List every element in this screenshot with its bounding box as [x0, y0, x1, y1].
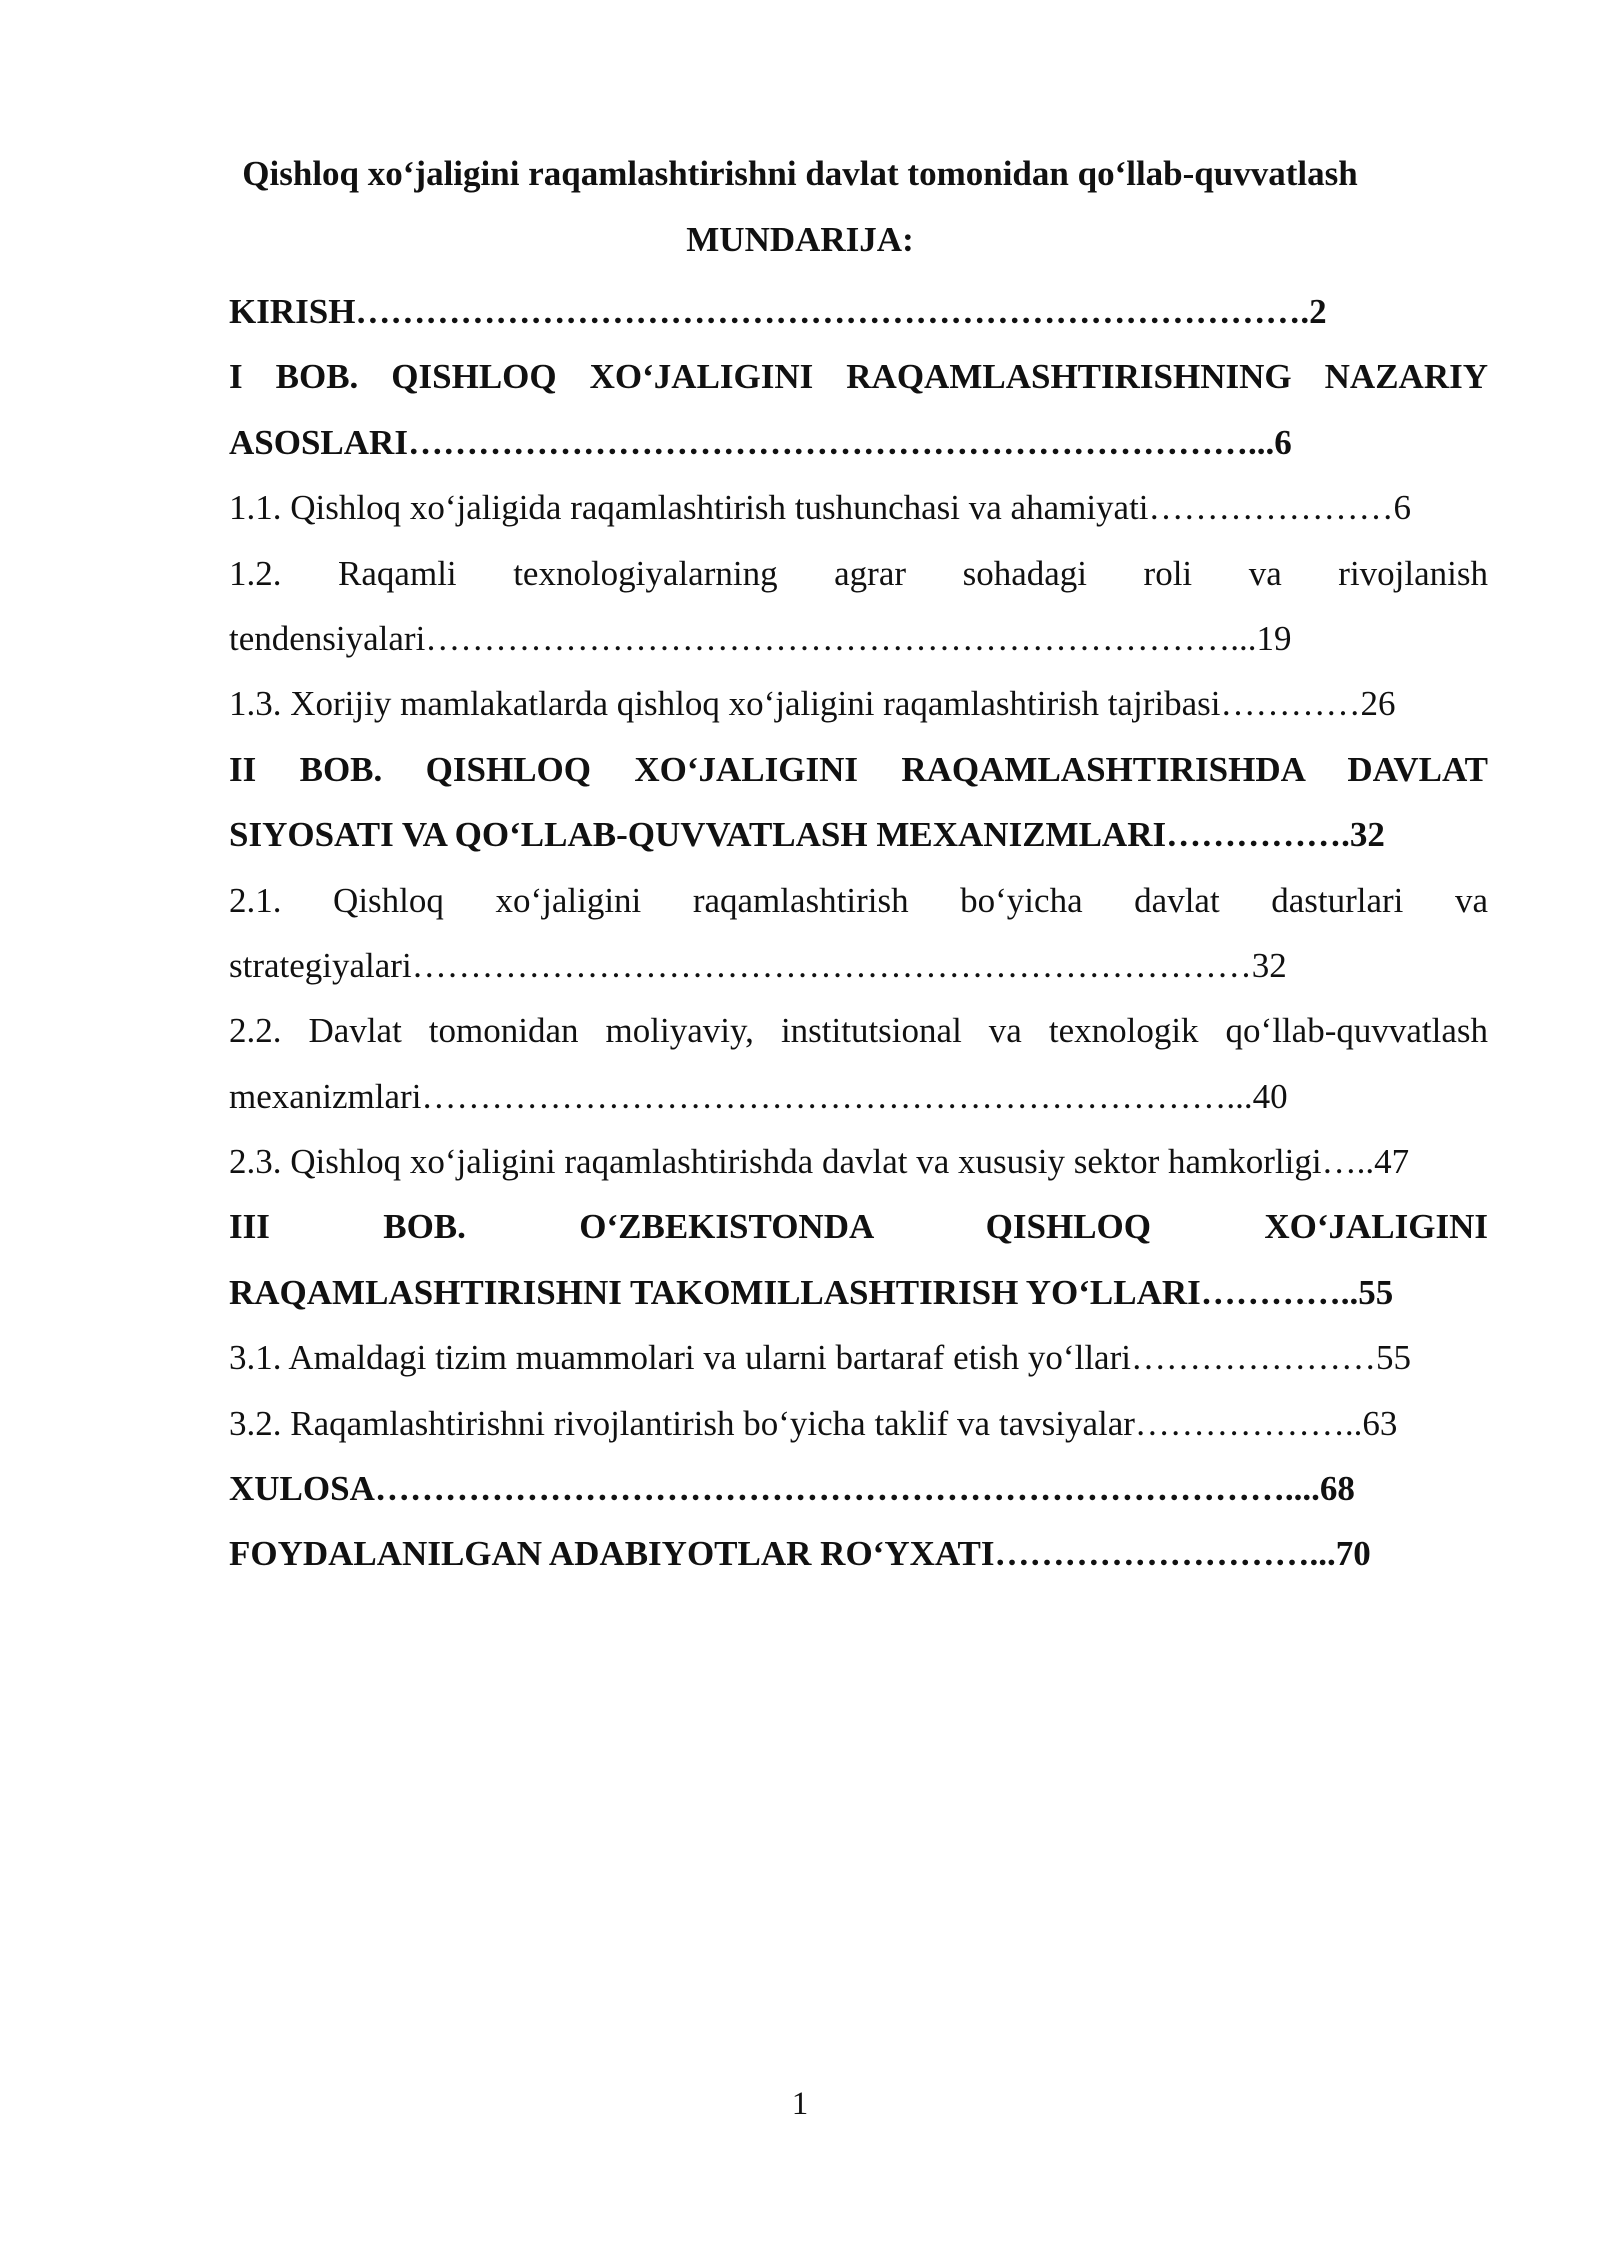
document-title: Qishloq xo‘jaligini raqamlashtirishni davlat tomonidan qo‘llab-quvvatlash: [242, 154, 1358, 193]
toc-section-2-1-cont: strategiyalari………………………………………………………………32: [229, 945, 1287, 985]
toc-section-1-1: 1.1. Qishloq xo‘jaligida raqamlashtirish tushunchasi va ahamiyati…………………6: [229, 488, 1412, 528]
toc-chapter-1-title: I BOB. QISHLOQ XO‘JALIGINI RAQAMLASHTIRISHNING NAZARIY: [229, 357, 1488, 397]
toc-chapter-2-title: II BOB. QISHLOQ XO‘JALIGINI RAQAMLASHTIRISHDA DAVLAT: [229, 749, 1488, 789]
toc-section-2-2: 2.2. Davlat tomonidan moliyaviy, institutsional va texnologik qo‘llab-quvvatlash: [229, 1011, 1488, 1051]
toc-section-2-3: 2.3. Qishloq xo‘jaligini raqamlashtirishda davlat va xususiy sektor hamkorligi…..47: [229, 1142, 1410, 1182]
toc-section-1-2: 1.2. Raqamli texnologiyalarning agrar sohadagi roli va rivojlanish: [229, 553, 1488, 593]
toc-section-3-1: 3.1. Amaldagi tizim muammolari va ularni bartaraf etish yo‘llari…………………55: [229, 1338, 1411, 1378]
toc-entry-references: FOYDALANILGAN ADABIYOTLAR RO‘YXATI………………………...70: [229, 1534, 1371, 1574]
toc-entry-xulosa: XULOSA……………………………………………………………………....68: [229, 1469, 1355, 1509]
toc-chapter-2-title-cont: SIYOSATI VA QO‘LLAB-QUVVATLASH MEXANIZMLARI…………….32: [229, 815, 1385, 855]
toc-heading: MUNDARIJA:: [686, 220, 914, 259]
toc-chapter-3-title-cont: RAQAMLASHTIRISHNI TAKOMILLASHTIRISH YO‘LLARI…………..55: [229, 1272, 1394, 1312]
toc-chapter-3-title: III BOB. O‘ZBEKISTONDA QISHLOQ XO‘JALIGINI: [229, 1207, 1488, 1247]
toc-section-1-3: 1.3. Xorijiy mamlakatlarda qishloq xo‘jaligini raqamlashtirish tajribasi…………26: [229, 684, 1396, 724]
toc-section-2-2-cont: mexanizmlari……………………………………………………………...40: [229, 1076, 1288, 1116]
toc-section-1-2-cont: tendensiyalari……………………………………………………………...19: [229, 618, 1292, 658]
page-number: 1: [791, 2086, 809, 2122]
toc-entry-kirish: KIRISH……………………………………………………………………….2: [229, 292, 1327, 331]
toc-section-3-2: 3.2. Raqamlashtirishni rivojlantirish bo‘yicha taklif va tavsiyalar………………..63: [229, 1403, 1398, 1443]
toc-section-2-1: 2.1. Qishloq xo‘jaligini raqamlashtirish bo‘yicha davlat dasturlari va: [229, 880, 1488, 920]
toc-chapter-1-title-cont: ASOSLARI………………………………………………………………...6: [229, 422, 1292, 462]
table-of-contents: [229, 279, 1488, 1587]
